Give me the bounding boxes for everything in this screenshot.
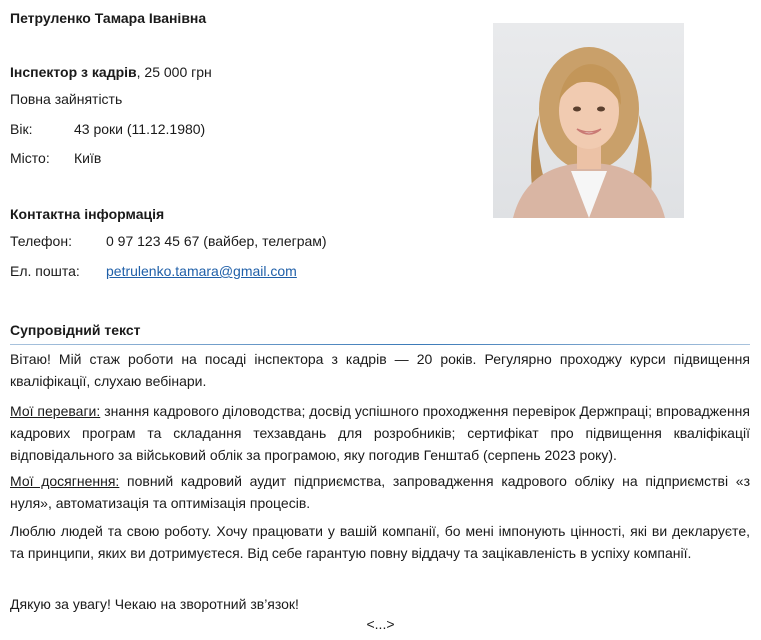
achievements-label: Мої досягнення: (10, 473, 120, 489)
advantages-label: Мої переваги: (10, 403, 101, 419)
email-label: Ел. пошта: (10, 263, 80, 279)
email-link[interactable]: petrulenko.tamara@gmail.com (106, 263, 297, 279)
phone-label: Телефон: (10, 233, 72, 249)
cover-paragraph-motivation: Люблю людей та свою роботу. Хочу працювати у вашій компанії, бо мені імпонують цінності, які ви декларуєте, та принципи, яких ви дотримуєтеся. Від себе гарантую повну віддачу та зацікавленість в успіху компанії. (10, 523, 750, 561)
phone-value: 0 97 123 45 67 (вайбер, телеграм) (106, 233, 327, 249)
city-value: Київ (74, 150, 102, 166)
age-label: Вік: (10, 121, 33, 137)
age-row (10, 121, 205, 137)
cover-paragraph-advantages (10, 400, 750, 466)
age-value: 43 роки (11.12.1980) (74, 121, 206, 137)
contacts-heading: Контактна інформація (10, 206, 165, 222)
section-divider (10, 344, 750, 345)
profile-photo (493, 23, 684, 218)
cover-paragraph-closing: Дякую за увагу! Чекаю на зворотний зв’язок! (10, 596, 299, 612)
city-label: Місто: (10, 150, 50, 166)
cover-paragraph-intro: Вітаю! Мій стаж роботи на посаді інспектора з кадрів — 20 років. Регулярно проходжу курси підвищення кваліфікації, слухаю вебінари. (10, 351, 750, 389)
advantages-text: знання кадрового діловодства; досвід успішного проходження перевірок Держпраці; впровадження кадрових програм та складання техзавдань для розробників; сертифікат про підвищення кваліфікації відповідального за військовий облік за програмою, яку погодив Генштаб (серпень 2023 року). (10, 403, 750, 463)
position-title: Інспектор з кадрів (10, 64, 137, 80)
woman-portrait-icon (493, 23, 684, 218)
employment-type: Повна зайнятість (10, 91, 123, 107)
position-line (10, 64, 212, 80)
continuation-ellipsis: <...> (366, 616, 395, 632)
cover-paragraph-achievements (10, 470, 750, 514)
phone-row (10, 233, 327, 249)
achievements-text: повний кадровий аудит підприємства, запровадження кадрового обліку на підприємстві «з нуля», автоматизація та оптимізація процесів. (10, 473, 751, 511)
email-row (10, 263, 297, 279)
city-row (10, 150, 101, 166)
cover-heading: Супровідний текст (10, 322, 141, 338)
salary: , 25 000 грн (136, 64, 212, 80)
candidate-name: Петруленко Тамара Іванівна (10, 10, 207, 26)
